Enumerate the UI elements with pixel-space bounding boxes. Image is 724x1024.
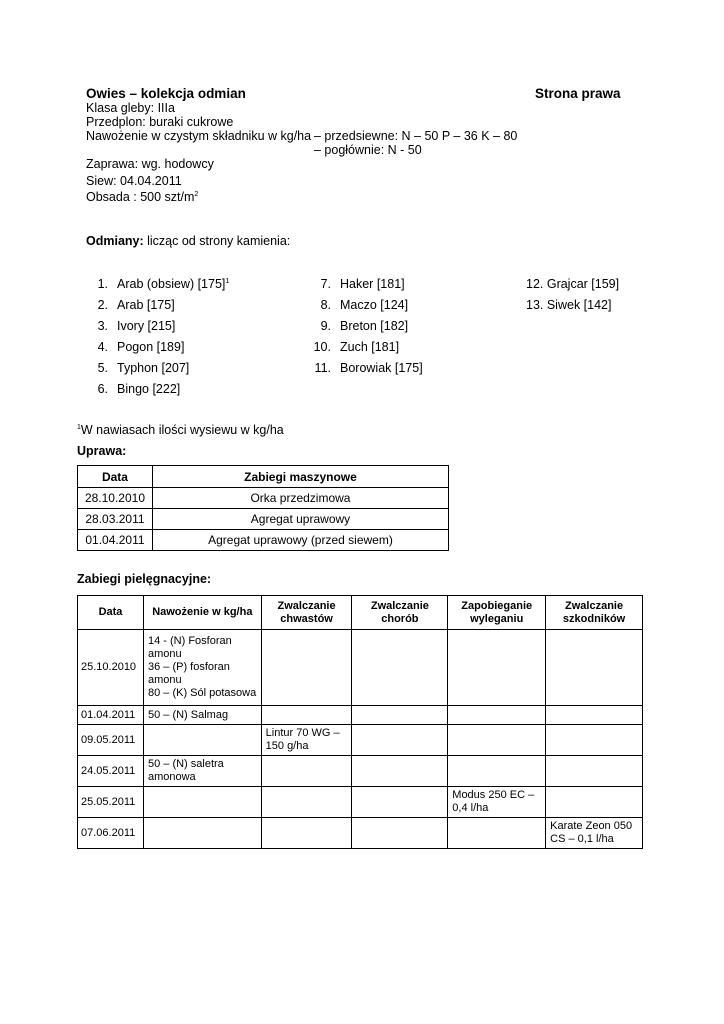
table-header: Zwalczanie chorób — [352, 596, 448, 630]
varieties-heading: Odmiany: licząc od strony kamienia: — [86, 234, 291, 248]
table-cell — [448, 706, 546, 725]
table-cell — [448, 630, 546, 706]
variety-name: Arab [175] — [117, 298, 175, 312]
table-row — [78, 787, 643, 818]
table-cell — [261, 818, 352, 849]
treatments-table — [77, 595, 643, 849]
variety-number: 9. — [320, 319, 331, 333]
cultivation-heading: Uprawa: — [77, 444, 127, 458]
table-cell — [546, 787, 643, 818]
table-cell: Orka przedzimowa — [152, 488, 448, 509]
table-cell — [261, 706, 352, 725]
footnote-marker: 1 — [225, 277, 230, 285]
table-cell — [143, 787, 261, 818]
table-cell — [143, 818, 261, 849]
fertilization-topdressing: – pogłównie: N - 50 — [314, 143, 422, 157]
variety-name: Breton [182] — [340, 319, 409, 333]
variety-number: 7. — [320, 277, 331, 291]
variety-name: Haker [181] — [340, 277, 405, 291]
table-header: Zapobieganie wyleganiu — [448, 596, 546, 630]
table-cell — [352, 630, 448, 706]
variety-number: 10. — [313, 340, 331, 354]
table-row — [78, 488, 449, 509]
variety-name: Zuch [181] — [340, 340, 400, 354]
table-cell: 07.06.2011 — [78, 818, 144, 849]
table-row — [78, 818, 643, 849]
variety-name: Bingo [222] — [117, 382, 181, 396]
table-cell — [143, 725, 261, 756]
variety-name: Arab (obsiew) $[175]^1$ — [117, 277, 230, 291]
table-cell: 14 - (N) Fosforan amonu 36 – (P) fosforan amonu 80 – (K) Sól potasowa — [143, 630, 261, 706]
table-row — [78, 756, 643, 787]
table-cell: 09.05.2011 — [78, 725, 144, 756]
table-header: Zwalczanie chwastów — [261, 596, 352, 630]
fertilization-label: Nawożenie w czystym składniku w kg/ha — [86, 129, 312, 143]
table-cell — [546, 706, 643, 725]
variety-item: 13. Siwek [142] — [526, 298, 612, 312]
seed-dressing: Zaprawa: wg. hodowcy — [86, 157, 214, 171]
table-cell — [448, 818, 546, 849]
table-cell: 50 – (N) saletra amonowa — [143, 756, 261, 787]
variety-number: 6. — [97, 382, 108, 396]
table-cell — [546, 756, 643, 787]
variety-number: 5. — [97, 361, 108, 375]
table-cell: 24.05.2011 — [78, 756, 144, 787]
variety-number: 3. — [97, 319, 108, 333]
variety-item: 12. Grajcar [159] — [526, 277, 620, 291]
table-row — [78, 509, 449, 530]
plant-density: Obsada : 500 szt/$m^2$ — [86, 190, 199, 204]
table-cell — [546, 630, 643, 706]
table-cell — [352, 818, 448, 849]
fertilization-presowing: – przedsiewne: N – 50 P – 36 K – 80 — [314, 129, 518, 143]
table-cell: 28.03.2011 — [78, 509, 153, 530]
table-header: Zabiegi maszynowe — [152, 466, 448, 488]
table-header: Data — [78, 596, 144, 630]
page-title: Owies – kolekcja odmian — [86, 86, 246, 101]
footnote: $^1$W nawiasach ilości wysiewu w kg/ha — [77, 423, 284, 437]
table-cell: Modus 250 EC – 0,4 l/ha — [448, 787, 546, 818]
table-cell: 01.04.2011 — [78, 706, 144, 725]
variety-name: Typhon [207] — [117, 361, 190, 375]
table-row — [78, 530, 449, 551]
variety-number: 8. — [320, 298, 331, 312]
table-cell — [448, 756, 546, 787]
variety-number: 2. — [97, 298, 108, 312]
soil-class: Klasa gleby: IIIa — [86, 101, 175, 115]
table-cell — [546, 725, 643, 756]
sowing-date: Siew: 04.04.2011 — [86, 174, 182, 188]
cultivation-table — [77, 465, 449, 551]
table-cell: 25.10.2010 — [78, 630, 144, 706]
variety-number: 4. — [97, 340, 108, 354]
variety-name: Ivory [215] — [117, 319, 176, 333]
table-cell: 01.04.2011 — [78, 530, 153, 551]
previous-crop: Przedplon: buraki cukrowe — [86, 115, 234, 129]
table-cell — [352, 787, 448, 818]
table-cell — [261, 630, 352, 706]
table-row — [78, 725, 643, 756]
table-header: Nawożenie w kg/ha — [143, 596, 261, 630]
table-cell: 25.05.2011 — [78, 787, 144, 818]
variety-name: Pogon [189] — [117, 340, 185, 354]
variety-number: 11. — [314, 361, 331, 375]
table-header: Data — [78, 466, 153, 488]
table-cell — [261, 787, 352, 818]
table-cell: Karate Zeon 050 CS – 0,1 l/ha — [546, 818, 643, 849]
table-header: Zwalczanie szkodników — [546, 596, 643, 630]
table-cell: Agregat uprawowy (przed siewem) — [152, 530, 448, 551]
table-cell: 50 – (N) Salmag — [143, 706, 261, 725]
page-side-label: Strona prawa — [535, 86, 621, 101]
table-cell — [261, 756, 352, 787]
table-cell: 28.10.2010 — [78, 488, 153, 509]
table-row — [78, 630, 643, 706]
table-cell — [352, 725, 448, 756]
table-row — [78, 706, 643, 725]
table-cell: Lintur 70 WG – 150 g/ha — [261, 725, 352, 756]
table-cell — [448, 725, 546, 756]
table-cell — [352, 756, 448, 787]
treatments-heading: Zabiegi pielęgnacyjne: — [77, 572, 212, 586]
table-cell — [352, 706, 448, 725]
variety-name: Borowiak [175] — [340, 361, 423, 375]
variety-name: Maczo [124] — [340, 298, 409, 312]
table-cell: Agregat uprawowy — [152, 509, 448, 530]
variety-number: 1. — [97, 277, 108, 291]
